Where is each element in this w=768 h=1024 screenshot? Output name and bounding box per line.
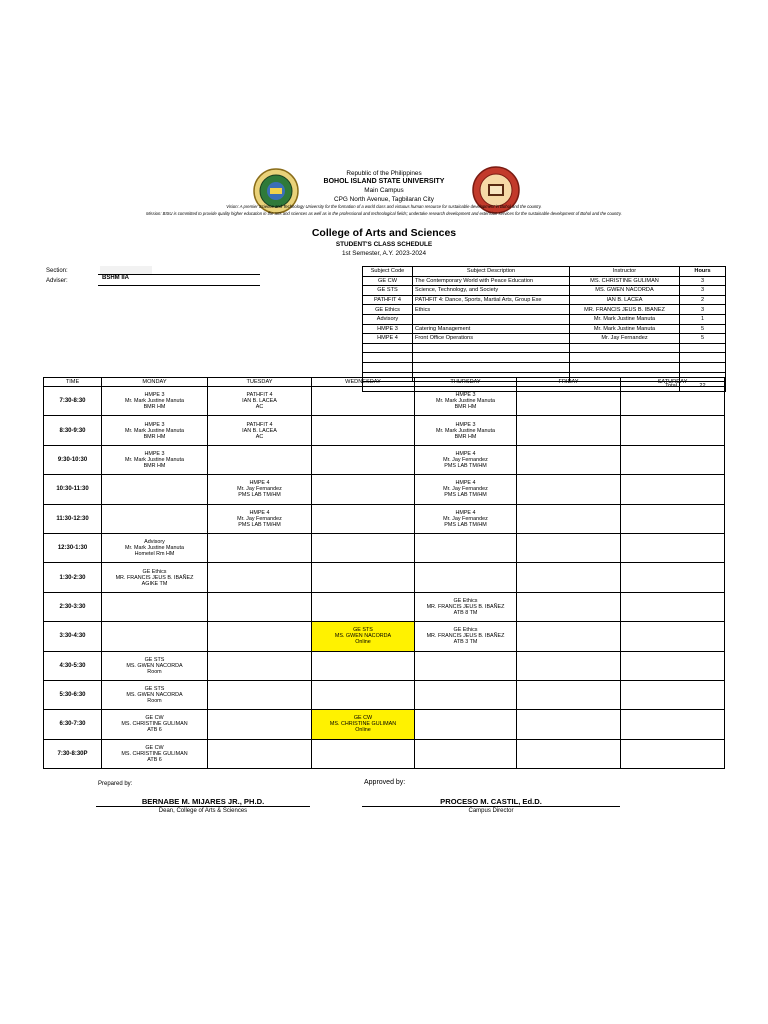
day-header: TIME	[44, 378, 102, 387]
empty-cell	[517, 445, 621, 474]
class-cell-text: HMPE 4 Mr. Jay Fernandez PMS LAB TM/HM	[443, 509, 488, 528]
schedule-row	[44, 592, 725, 621]
section-underline	[98, 274, 260, 275]
empty-cell	[208, 592, 312, 621]
time-slot: 2:30-3:30	[44, 592, 102, 621]
subject-code: HMPE 3	[363, 324, 413, 334]
section-value	[100, 266, 152, 281]
empty-cell	[208, 563, 312, 592]
empty-cell	[102, 504, 208, 533]
schedule-row	[44, 416, 725, 445]
class-cell	[102, 680, 208, 709]
empty-cell	[208, 739, 312, 768]
subject-row	[363, 295, 726, 305]
class-cell	[415, 416, 517, 445]
empty-cell	[102, 592, 208, 621]
subject-row	[363, 324, 726, 334]
subject-row	[363, 362, 726, 372]
schedule-grid	[43, 377, 725, 769]
subject-row	[363, 276, 726, 286]
class-cell-text: GE Ethics MR. FRANCIS JEUS B. IBAÑEZ AGIKE TM	[115, 568, 194, 587]
class-cell	[415, 622, 517, 651]
empty-cell	[621, 622, 725, 651]
schedule-row	[44, 622, 725, 651]
day-header: SATURDAY	[621, 378, 725, 387]
subject-row	[363, 305, 726, 315]
class-cell-text: GE CW MS. CHRISTINE GULIMAN ATB 6	[121, 744, 188, 763]
time-slot: 9:30-10:30	[44, 445, 102, 474]
schedule-title: STUDENT'S CLASS SCHEDULE	[335, 241, 433, 248]
empty-cell	[312, 533, 415, 562]
empty-cell	[208, 680, 312, 709]
subject-hours: 3	[680, 286, 726, 296]
time-slot: 6:30-7:30	[44, 710, 102, 739]
empty-cell	[621, 651, 725, 680]
subject-hours	[680, 353, 726, 363]
empty-cell	[415, 533, 517, 562]
subject-code: GE Ethics	[363, 305, 413, 315]
class-cell	[415, 475, 517, 504]
day-header: WEDNESDAY	[312, 378, 415, 387]
class-cell	[312, 622, 415, 651]
class-cell-text: HMPE 4 Mr. Jay Fernandez PMS LAB TM/HM	[443, 480, 488, 499]
subject-hours	[680, 343, 726, 353]
empty-cell	[102, 622, 208, 651]
schedule-row	[44, 563, 725, 592]
empty-cell	[621, 387, 725, 416]
subject-instructor: IAN B. LACEA	[570, 295, 680, 305]
class-cell-text: HMPE 4 Mr. Jay Fernandez PMS LAB TM/HM	[237, 509, 282, 528]
empty-cell	[621, 416, 725, 445]
empty-cell	[517, 504, 621, 533]
day-header: TUESDAY	[208, 378, 312, 387]
class-cell-text: GE CW MS. CHRISTINE GULIMAN Online	[329, 715, 397, 734]
subjects-header-cell: Subject Code	[363, 267, 413, 277]
schedule-row	[44, 710, 725, 739]
college-title: College of Arts and Sciences	[311, 227, 457, 239]
campus-line: Main Campus	[364, 187, 404, 194]
empty-cell	[517, 387, 621, 416]
schedule-row	[44, 504, 725, 533]
empty-cell	[517, 533, 621, 562]
subject-description	[413, 362, 570, 372]
empty-cell	[621, 445, 725, 474]
subject-hours: 5	[680, 334, 726, 344]
adviser-underline	[98, 285, 260, 286]
approved-by-label: Approved by:	[364, 779, 406, 786]
class-cell-text: HMPE 4 Mr. Jay Fernandez PMS LAB TM/HM	[237, 480, 282, 499]
class-cell	[208, 387, 312, 416]
class-cell	[102, 563, 208, 592]
empty-cell	[415, 739, 517, 768]
class-cell-text: HMPE 3 Mr. Mark Justine Manuta BMR HM	[124, 392, 185, 411]
class-cell-text: Advisory Mr. Mark Justine Manuta Hometel Rm HM	[124, 539, 185, 558]
subject-hours: 2	[680, 295, 726, 305]
empty-cell	[621, 680, 725, 709]
empty-cell	[621, 710, 725, 739]
empty-cell	[621, 563, 725, 592]
empty-cell	[517, 651, 621, 680]
subject-row	[363, 343, 726, 353]
empty-cell	[312, 651, 415, 680]
subjects-header-cell: Instructor	[570, 267, 680, 277]
class-cell	[415, 504, 517, 533]
schedule-row	[44, 651, 725, 680]
class-cell	[102, 533, 208, 562]
empty-cell	[621, 592, 725, 621]
republic-line: Republic of the Philippines	[346, 170, 422, 177]
empty-cell	[208, 622, 312, 651]
subjects-header-cell: Subject Description	[413, 267, 570, 277]
class-cell-text: HMPE 3 Mr. Mark Justine Manuta BMR HM	[435, 392, 496, 411]
subject-hours: 1	[680, 314, 726, 324]
subject-description	[413, 343, 570, 353]
approver-title: Campus Director	[468, 808, 514, 814]
class-cell	[208, 416, 312, 445]
class-cell	[102, 445, 208, 474]
subject-description: Front Office Operations	[413, 334, 570, 344]
total-value: 22	[680, 382, 726, 392]
class-cell-text: GE CW MS. CHRISTINE GULIMAN ATB 6	[121, 715, 188, 734]
time-slot: 5:30-6:30	[44, 680, 102, 709]
term-line: 1st Semester, A.Y. 2023-2024	[341, 250, 427, 257]
subject-description: Science, Technology, and Society	[413, 286, 570, 296]
subject-code: HMPE 4	[363, 334, 413, 344]
time-slot: 8:30-9:30	[44, 416, 102, 445]
class-cell-text: GE Ethics MR. FRANCIS JEUS B. IBAÑEZ ATB 8 TM	[426, 597, 505, 616]
class-cell	[208, 475, 312, 504]
empty-cell	[312, 475, 415, 504]
empty-cell	[415, 680, 517, 709]
subject-instructor: MS. CHRISTINE GULIMAN	[570, 276, 680, 286]
subject-description: PATHFIT 4: Dance, Sports, Martial Arts, Group Exe	[413, 295, 570, 305]
class-cell	[415, 445, 517, 474]
class-cell	[102, 739, 208, 768]
day-header: MONDAY	[102, 378, 208, 387]
empty-cell	[312, 739, 415, 768]
time-slot: 7:30-8:30P	[44, 739, 102, 768]
class-cell-text: GE STS MS. GWEN NACORDA Room	[126, 686, 183, 705]
adviser-label: Adviser:	[46, 278, 68, 284]
subject-row	[363, 353, 726, 363]
empty-cell	[517, 680, 621, 709]
subject-row	[363, 314, 726, 324]
empty-cell	[621, 504, 725, 533]
empty-cell	[312, 563, 415, 592]
total-label: Total	[363, 382, 680, 392]
empty-cell	[415, 651, 517, 680]
empty-cell	[312, 592, 415, 621]
subject-code	[363, 353, 413, 363]
empty-cell	[621, 739, 725, 768]
empty-cell	[621, 475, 725, 504]
subject-hours	[680, 362, 726, 372]
class-cell-text: HMPE 4 Mr. Jay Fernandez PMS LAB TM/HM	[443, 450, 488, 469]
class-cell-text: HMPE 3 Mr. Mark Justine Manuta BMR HM	[435, 421, 496, 440]
subject-instructor: MR. FRANCIS JEUS B. IBANEZ	[570, 305, 680, 315]
class-cell	[415, 592, 517, 621]
subject-row	[363, 334, 726, 344]
subject-hours: 3	[680, 276, 726, 286]
empty-cell	[312, 387, 415, 416]
time-slot: 12:30-1:30	[44, 533, 102, 562]
preparer-name: BERNABE M. MIJARES JR., PH.D.	[141, 797, 265, 806]
time-slot: 10:30-11:30	[44, 475, 102, 504]
preparer-line	[96, 806, 310, 807]
class-cell-text: GE STS MS. GWEN NACORDA Room	[126, 656, 183, 675]
class-cell	[102, 651, 208, 680]
subject-description: Ethics	[413, 305, 570, 315]
subject-description: Catering Management	[413, 324, 570, 334]
empty-cell	[208, 533, 312, 562]
day-header: THURSDAY	[415, 378, 517, 387]
subject-code	[363, 343, 413, 353]
class-cell-text: HMPE 3 Mr. Mark Justine Manuta BMR HM	[124, 421, 185, 440]
empty-cell	[312, 416, 415, 445]
empty-cell	[415, 563, 517, 592]
empty-cell	[208, 445, 312, 474]
section-label: Section:	[46, 268, 68, 274]
prepared-by-label: Prepared by:	[98, 781, 133, 787]
subjects-header-cell: Hours	[680, 267, 726, 277]
subject-instructor: MS. GWEN NACORDA	[570, 286, 680, 296]
university-name: BOHOL ISLAND STATE UNIVERSITY	[323, 178, 445, 185]
class-cell-text: GE Ethics MR. FRANCIS JEUS B. IBAÑEZ ATB 3 TM	[426, 627, 505, 646]
class-cell	[415, 387, 517, 416]
empty-cell	[312, 445, 415, 474]
empty-cell	[312, 680, 415, 709]
empty-cell	[102, 475, 208, 504]
day-header: FRIDAY	[517, 378, 621, 387]
subject-instructor	[570, 353, 680, 363]
class-cell	[102, 710, 208, 739]
class-cell-text: GE STS MS. GWEN NACORDA Online	[334, 627, 392, 646]
subject-instructor	[570, 362, 680, 372]
class-cell	[312, 710, 415, 739]
time-slot: 11:30-12:30	[44, 504, 102, 533]
schedule-row	[44, 739, 725, 768]
subject-hours: 5	[680, 324, 726, 334]
empty-cell	[312, 504, 415, 533]
empty-cell	[208, 651, 312, 680]
empty-cell	[517, 739, 621, 768]
subject-code: Advisory	[363, 314, 413, 324]
time-slot: 1:30-2:30	[44, 563, 102, 592]
empty-cell	[517, 475, 621, 504]
subject-instructor: Mr. Mark Justine Manuta	[570, 314, 680, 324]
time-slot: 3:30-4:30	[44, 622, 102, 651]
empty-cell	[621, 533, 725, 562]
empty-cell	[517, 563, 621, 592]
section-value-text: BSHM IIA	[102, 275, 129, 281]
subject-hours: 3	[680, 305, 726, 315]
empty-cell	[415, 710, 517, 739]
subjects-table	[362, 266, 726, 392]
subject-description	[413, 353, 570, 363]
class-cell	[208, 504, 312, 533]
subject-row	[363, 286, 726, 296]
class-cell	[102, 416, 208, 445]
empty-cell	[517, 416, 621, 445]
mission-line: Mission: BISU is committed to provide quality higher education in the arts and sciences as well as in the professional and technological fields; undertake research development and extension services for the sustainable development of Bohol and the country.	[146, 211, 622, 216]
schedule-row	[44, 475, 725, 504]
schedule-row	[44, 533, 725, 562]
subjects-header-row	[363, 267, 726, 277]
time-slot: 4:30-5:30	[44, 651, 102, 680]
empty-cell	[208, 710, 312, 739]
empty-cell	[517, 592, 621, 621]
schedule-row	[44, 680, 725, 709]
class-cell	[102, 387, 208, 416]
time-slot: 7:30-8:30	[44, 387, 102, 416]
address-line: CPG North Avenue, Tagbilaran City	[334, 196, 434, 203]
subject-instructor: Mr. Jay Fernandez	[570, 334, 680, 344]
subject-code: PATHFIT 4	[363, 295, 413, 305]
approver-name: PROCESO M. CASTIL, Ed.D.	[440, 797, 542, 806]
class-cell-text: PATHFIT 4 IAN B. LACEA AC	[242, 421, 277, 440]
empty-cell	[517, 710, 621, 739]
class-cell-text: PATHFIT 4 IAN B. LACEA AC	[242, 392, 277, 411]
subject-description	[413, 314, 570, 324]
subject-code	[363, 362, 413, 372]
subject-description: The Contemporary World with Peace Education	[413, 276, 570, 286]
class-cell-text: HMPE 3 Mr. Mark Justine Manuta BMR HM	[124, 450, 185, 469]
schedule-row	[44, 445, 725, 474]
subject-code: GE STS	[363, 286, 413, 296]
subject-instructor: Mr. Mark Justine Manuta	[570, 324, 680, 334]
subject-code: GE CW	[363, 276, 413, 286]
vision-line: Vision: A premier Science and Technology University for the formation of a world class and virtuous human resource for sustainable development in Bohol and the country.	[226, 204, 542, 209]
empty-cell	[517, 622, 621, 651]
subject-instructor	[570, 343, 680, 353]
approver-line	[362, 806, 620, 807]
preparer-title: Dean, College of Arts & Sciences	[158, 808, 248, 814]
schedule-row	[44, 387, 725, 416]
